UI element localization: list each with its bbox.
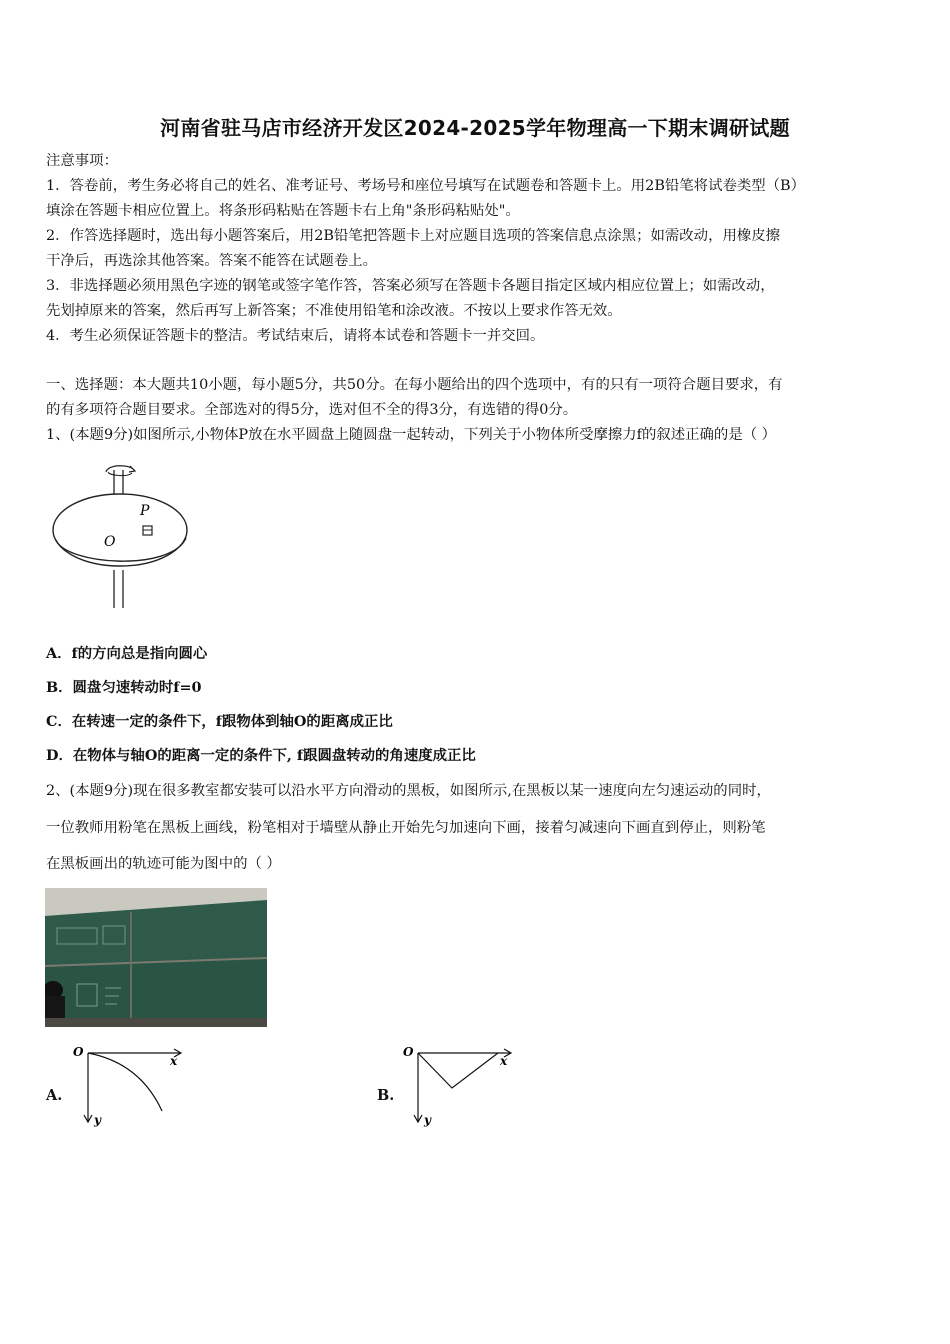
graph-b (400, 1043, 520, 1128)
notice-line: 填涂在答题卡相应位置上。将条形码粘贴在答题卡右上角"条形码粘贴处"。 (46, 203, 520, 219)
section-instructions: 的有多项符合题目要求。全部选对的得5分，选对但不全的得3分，有选错的得0分。 (46, 402, 578, 418)
label-o: O (104, 534, 116, 550)
notice-line: 3．非选择题必须用黑色字迹的钢笔或签字笔作答，答案必须写在答题卡各题目指定区域内相应位置上；如需改动， (46, 278, 775, 294)
page-title: 河南省驻马店市经济开发区2024-2025学年物理高一下期末调研试题 (160, 116, 790, 140)
notice-line: 4．考生必须保证答题卡的整洁。考试结束后，请将本试卷和答题卡一并交回。 (46, 328, 545, 344)
question-2-stem: 一位教师用粉笔在黑板上画线，粉笔相对于墙壁从静止开始先匀加速向下画，接着匀减速向下画直到停止，则粉笔 (46, 820, 766, 836)
notice-line: 干净后，再选涂其他答案。答案不能答在试题卷上。 (46, 253, 377, 269)
notice-line: 2．作答选择题时，选出每小题答案后，用2B铅笔把答题卡上对应题目选项的答案信息点涂黑；如需改动，用橡皮擦 (46, 228, 781, 244)
graph-b-origin: O (403, 1045, 414, 1059)
question-2-stem: 在黑板画出的轨迹可能为图中的（ ） (46, 856, 281, 872)
question-2-stem: 2、(本题9分)现在很多教室都安装可以沿水平方向滑动的黑板，如图所示,在黑板以某一速度向左匀速运动的同时， (46, 783, 771, 799)
notice-heading: 注意事项： (46, 153, 118, 169)
option-a: A．f的方向总是指向圆心 (46, 645, 208, 662)
graph-a-origin: O (73, 1045, 84, 1059)
graph-b-x-label: x (500, 1054, 508, 1068)
rotating-disc-figure (46, 460, 196, 610)
option-b: B．圆盘匀速转动时f=0 (46, 679, 202, 696)
graph-a (70, 1043, 190, 1128)
graph-a-x-label: x (170, 1054, 178, 1068)
graph-b-y-label: y (424, 1113, 431, 1127)
option-d: D．在物体与轴O的距离一定的条件下, f跟圆盘转动的角速度成正比 (46, 747, 476, 764)
graph-a-y-label: y (94, 1113, 101, 1127)
question-1-stem: 1、(本题9分)如图所示,小物体P放在水平圆盘上随圆盘一起转动，下列关于小物体所受摩擦力f的叙述正确的是（ ） (46, 427, 777, 443)
graph-a-label: A. (46, 1087, 63, 1104)
section-instructions: 一、选择题：本大题共10小题，每小题5分，共50分。在每小题给出的四个选项中，有的只有一项符合题目要求，有 (46, 377, 783, 393)
graph-b-label: B. (377, 1087, 395, 1104)
notice-line: 1．答卷前，考生务必将自己的姓名、准考证号、考场号和座位号填写在试题卷和答题卡上。用2B铅笔将试卷类型（B） (46, 178, 805, 194)
blackboard-photo (45, 888, 267, 1027)
label-p: P (140, 503, 150, 519)
option-c: C．在转速一定的条件下，f跟物体到轴O的距离成正比 (46, 713, 393, 730)
notice-line: 先划掉原来的答案，然后再写上新答案；不准使用铅笔和涂改液。不按以上要求作答无效。 (46, 303, 622, 319)
